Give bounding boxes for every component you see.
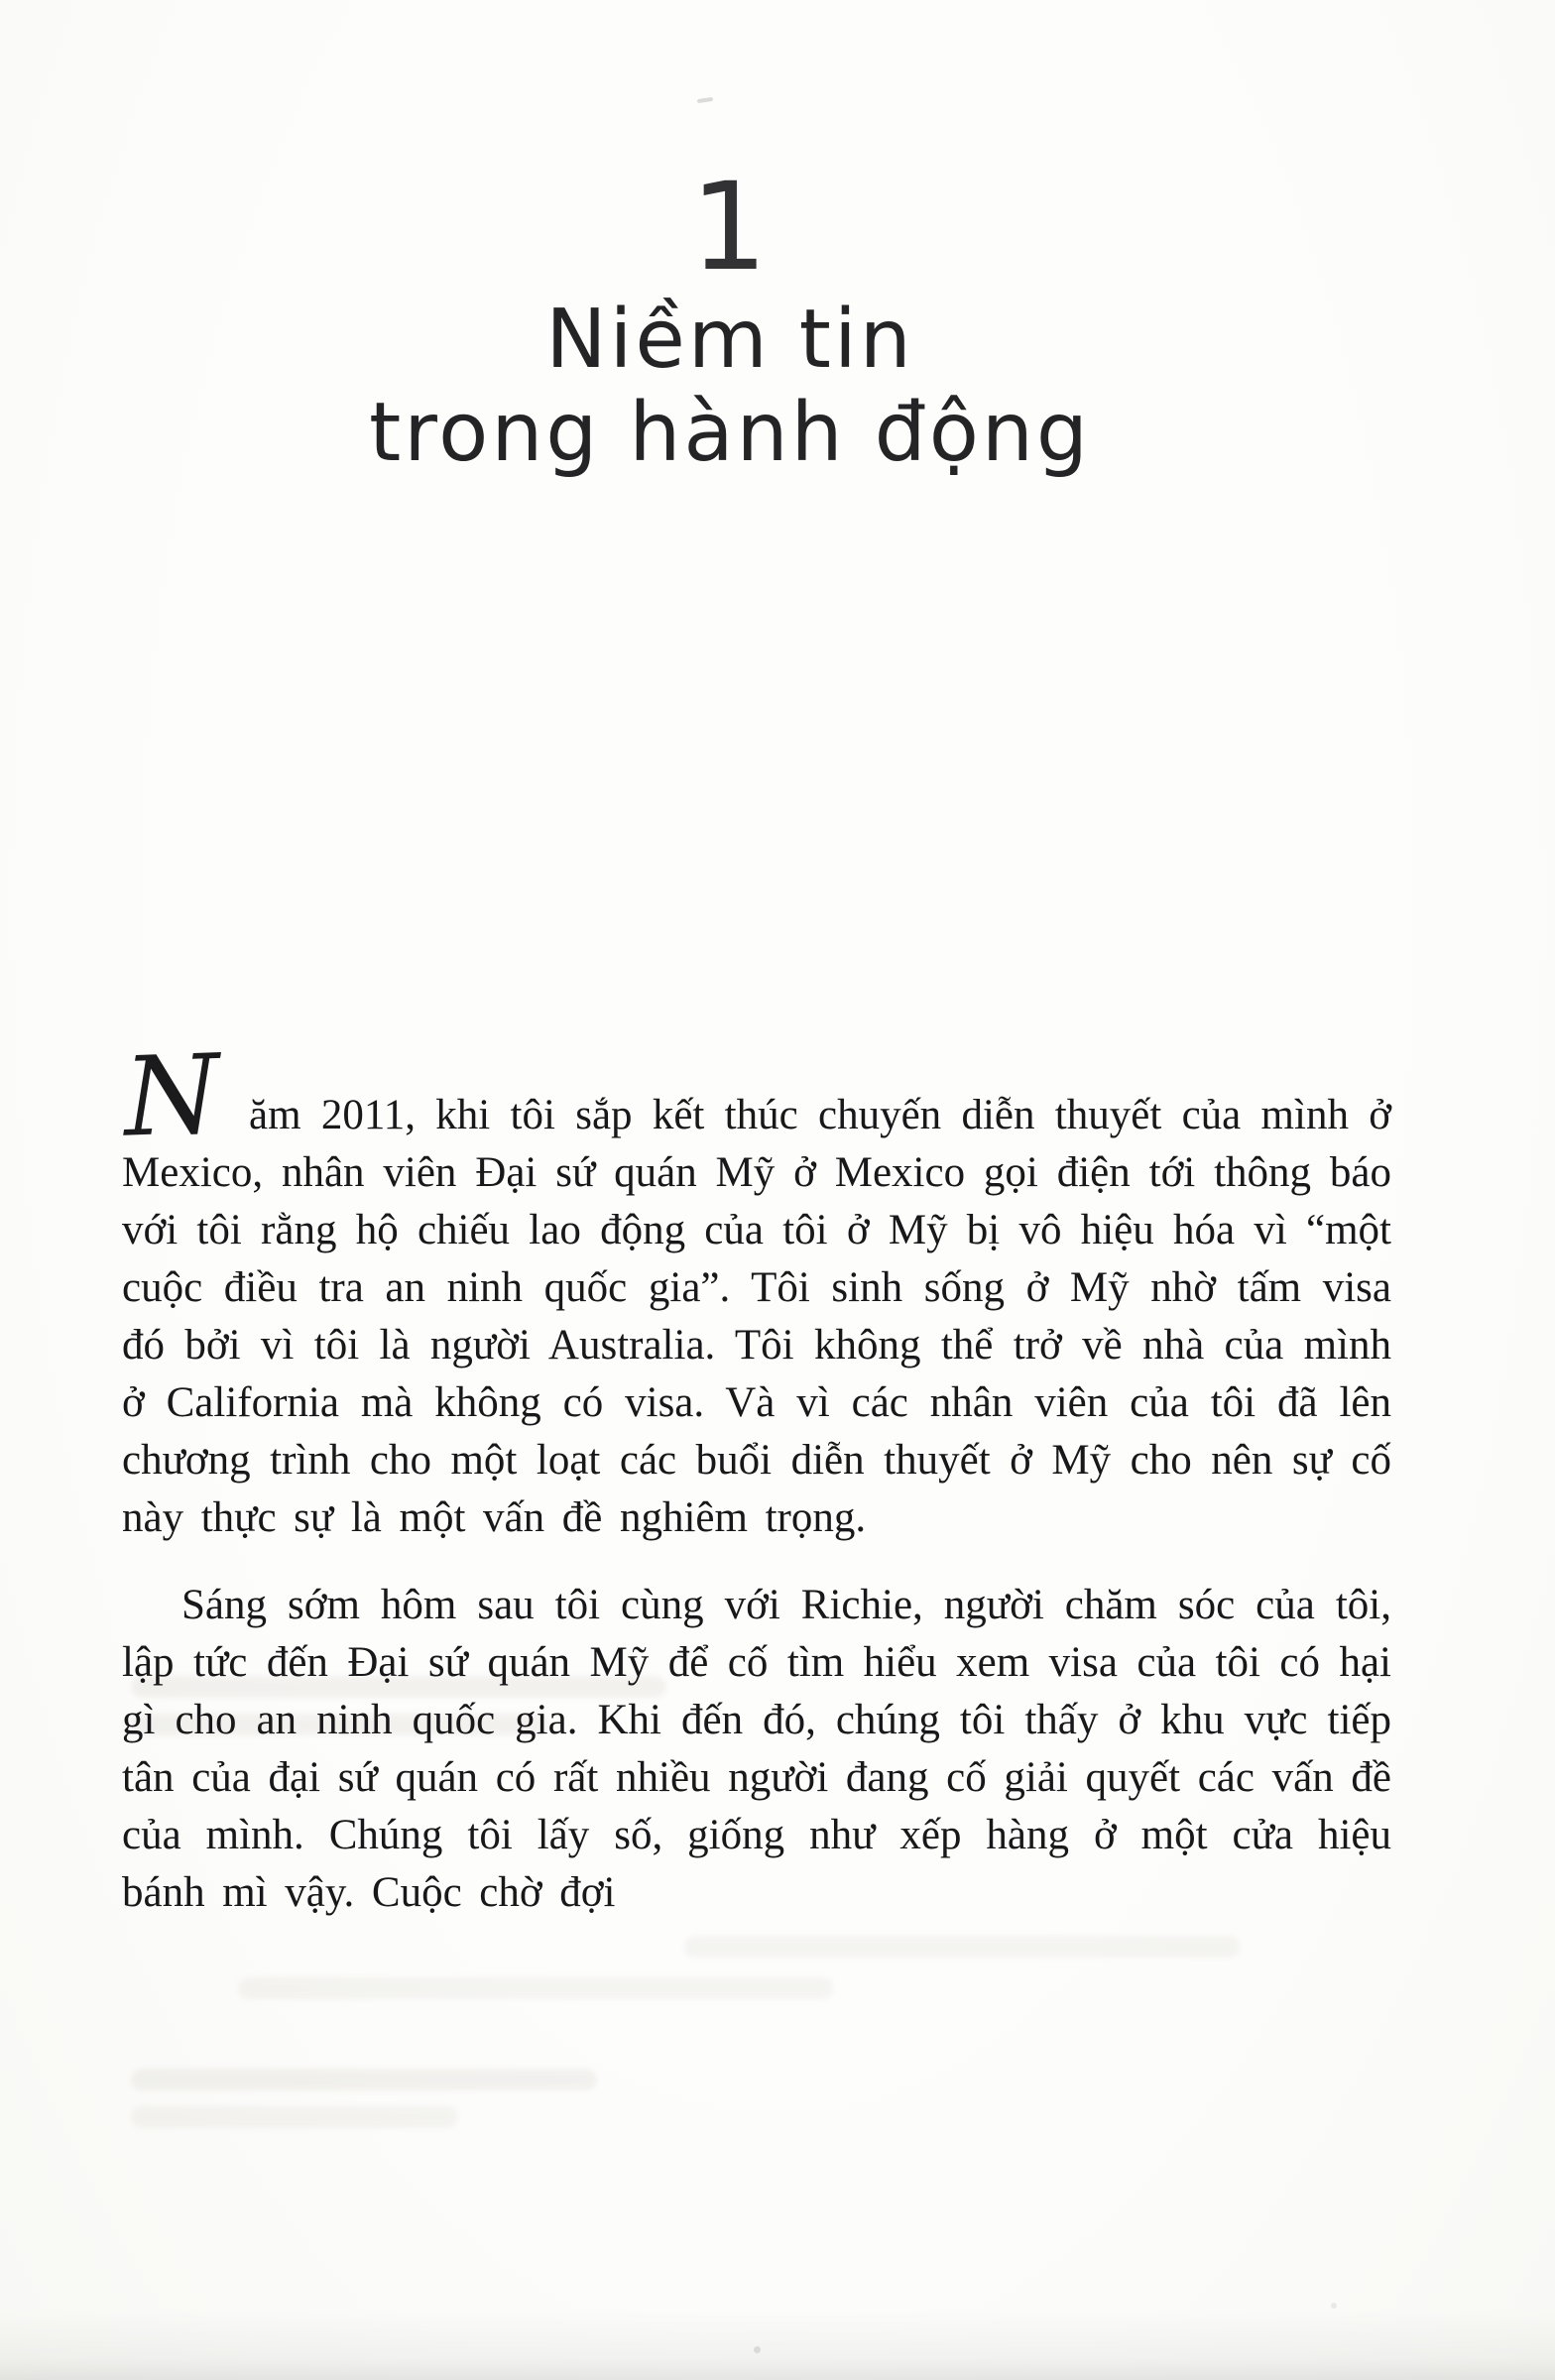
page-body bbox=[121, 1030, 1391, 1922]
chapter-title bbox=[0, 294, 1460, 480]
chapter-title-line-1: Niềm tin bbox=[545, 293, 914, 387]
bleed-through-artifact bbox=[238, 1977, 833, 1999]
calligraphic-initial: N bbox=[121, 1030, 222, 1161]
bleed-through-artifact bbox=[684, 1936, 1240, 1958]
opening-paragraph-text: ăm 2011, khi tôi sắp kết thúc chuyến diễn thuyết của mình ở Mexico, nhân viên Đại sứ quán Mỹ ở Mexico gọi điện tới thông báo với tôi rằng hộ chiếu lao động của tôi ở Mỹ bị vô hiệu hóa vì “một cuộc điều tra an ninh quốc gia”. Tôi sinh sống ở Mỹ nhờ tấm visa đó bởi vì tôi là người Australia. Tôi không thể trở về nhà của mình ở California mà không có visa. Và vì các nhân viên của tôi đã lên chương trình cho một loạt các buổi diễn thuyết ở Mỹ cho nên sự cố này thực sự là một vấn đề nghiêm trọng. bbox=[122, 1092, 1391, 1541]
scan-artifact-dot bbox=[754, 2346, 761, 2353]
chapter-title-line-2: trong hành động bbox=[369, 386, 1091, 480]
bleed-through-artifact bbox=[131, 2106, 458, 2128]
chapter-header bbox=[0, 0, 1555, 480]
bleed-through-artifact bbox=[131, 2069, 597, 2090]
chapter-number: 1 bbox=[690, 157, 770, 298]
second-paragraph bbox=[122, 1577, 1391, 1922]
opening-paragraph bbox=[121, 1030, 1391, 1547]
scan-artifact-dot bbox=[1331, 2303, 1337, 2309]
second-paragraph-text: Sáng sớm hôm sau tôi cùng với Richie, người chăm sóc của tôi, lập tức đến Đại sứ quán Mỹ để cố tìm hiểu xem visa của tôi có hại gì cho an ninh quốc gia. Khi đến đó, chúng tôi thấy ở khu vực tiếp tân của đại sứ quán có rất nhiều người đang cố giải quyết các vấn đề của mình. Chúng tôi lấy số, giống như xếp hàng ở một cửa hiệu bánh mì vậy. Cuộc chờ đợi bbox=[122, 1582, 1391, 1916]
